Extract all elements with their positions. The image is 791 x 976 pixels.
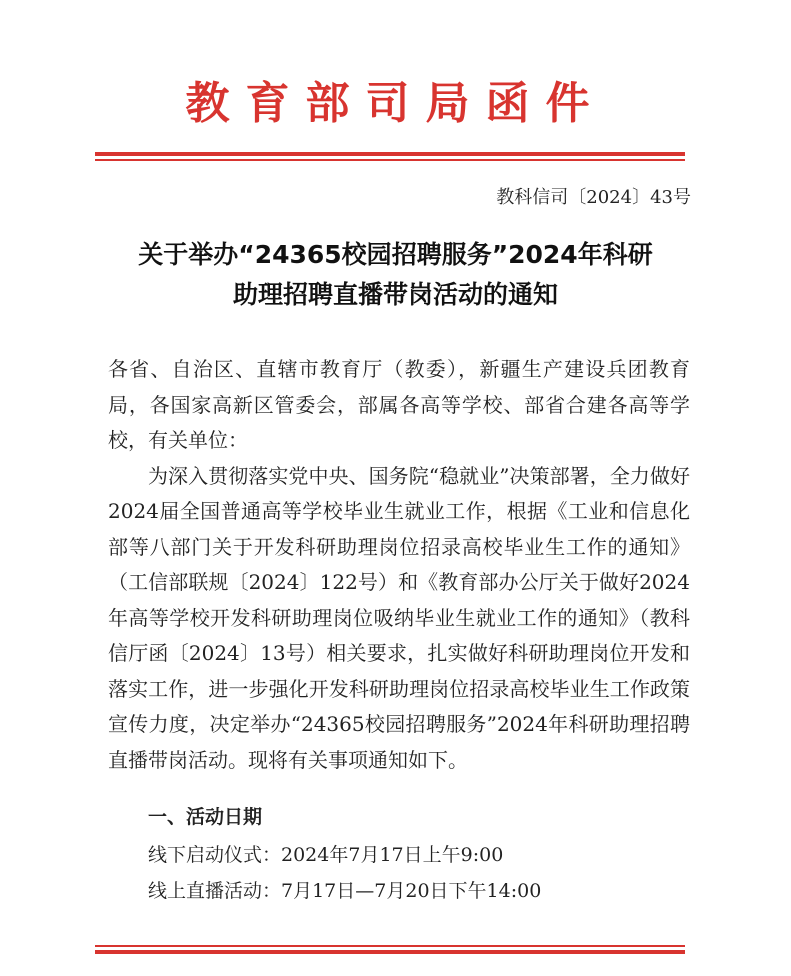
body-paragraph-1: 为深入贯彻落实党中央、国务院“稳就业”决策部署，全力做好2024届全国普通高等学校毕业生就业工作，根据《工业和信息化部等八部门关于开发科研助理岗位招录高校毕业生工作的通知》（工信部联规〔2024〕122号）和《教育部办公厅关于做好2024年高等学校开发科研助理岗位吸纳毕业生就业工作的通知》（教科信厅函〔2024〕13号）相关要求，扎实做好科研助理岗位开发和落实工作，进一步强化开发科研助理岗位招录高校毕业生工作政策宣传力度，决定举办“24365校园招聘服务”2024年科研助理招聘直播带岗活动。现将有关事项通知如下。: [108, 463, 690, 772]
document-title: [60, 235, 731, 315]
document-number: 教科信司〔2024〕43号: [496, 187, 691, 208]
document-title-line-1: 关于举办“24365校园招聘服务”2024年科研: [138, 240, 653, 269]
document-body: [108, 352, 690, 778]
offline-launch-date: 线下启动仪式：2024年7月17日上午9:00: [148, 844, 504, 866]
letterhead-title: 教育部司局函件: [185, 78, 606, 129]
footer-rule-thin: [95, 945, 685, 947]
document-title-line-2: 助理招聘直播带岗活动的通知: [232, 280, 558, 309]
online-live-date: 线上直播活动：7月17日—7月20日下午14:00: [148, 880, 542, 902]
section-heading-activity-dates: 一、活动日期: [148, 806, 263, 828]
salutation: 各省、自治区、直辖市教育厅（教委），新疆生产建设兵团教育局，各国家高新区管委会，部属各高等学校、部省合建各高等学校，有关单位：: [108, 357, 690, 452]
letterhead-rule-thick: [95, 152, 685, 156]
footer-rule-thick: [95, 950, 685, 954]
letterhead-rule-thin: [95, 159, 685, 161]
